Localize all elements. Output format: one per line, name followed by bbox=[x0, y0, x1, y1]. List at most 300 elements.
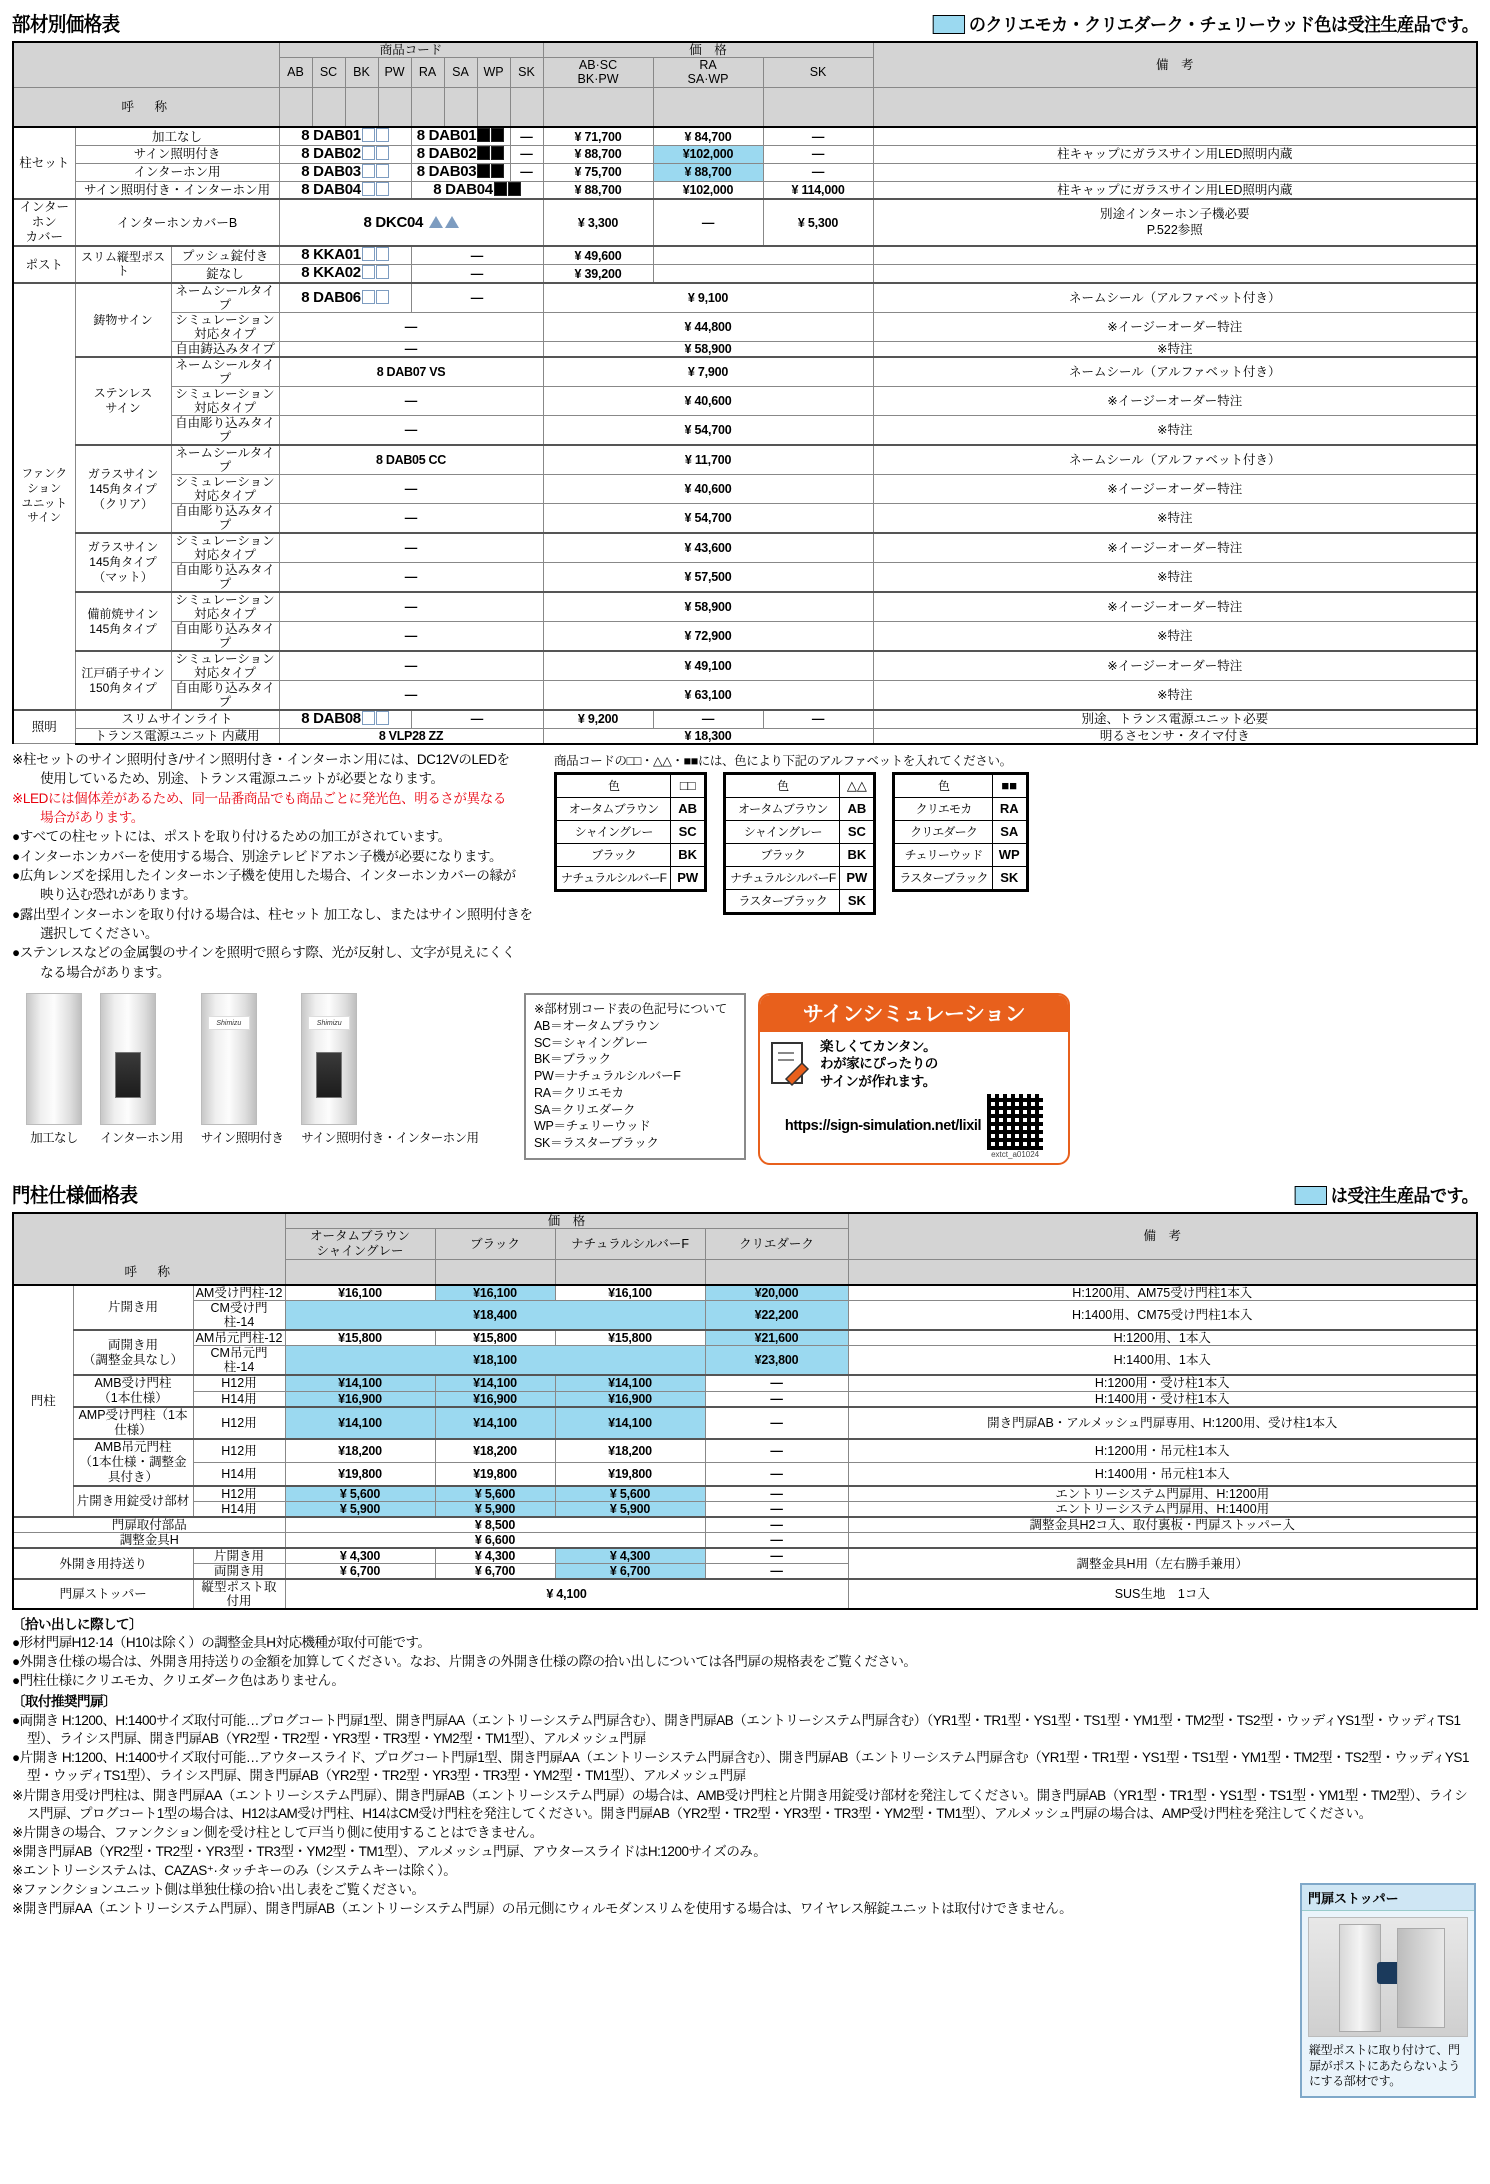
table-row bbox=[13, 1517, 1477, 1533]
code-legend-line: WP＝チェリーウッド bbox=[534, 1119, 651, 1134]
table-row bbox=[13, 199, 1477, 246]
price-3: ¥16,100 bbox=[555, 1285, 705, 1301]
row-name: ネームシールタイプ bbox=[171, 283, 279, 313]
table-row bbox=[13, 681, 1477, 711]
price-4: ¥22,200 bbox=[705, 1301, 848, 1331]
gate-post-price-table bbox=[12, 1212, 1478, 1610]
note-line: ●すべての柱セットには、ポストを取り付けるための加工がされています。 bbox=[12, 829, 451, 845]
price-3: ¥18,200 bbox=[555, 1439, 705, 1463]
code-legend-box bbox=[524, 993, 746, 1160]
row-name: CM吊元門柱-14 bbox=[193, 1346, 285, 1376]
stopper-title: 門扉ストッパー bbox=[1302, 1885, 1474, 1911]
row-name: H14用 bbox=[193, 1391, 285, 1407]
color-code: AB bbox=[671, 797, 705, 820]
stopper-text: 縦型ポストに取り付けて、門扉がポストにあたらないようにする部材です。 bbox=[1309, 2043, 1460, 2089]
table-row bbox=[13, 1346, 1477, 1376]
row-remarks: H:1400用、CM75受け門柱1本入 bbox=[848, 1301, 1477, 1331]
color-code: SC bbox=[840, 820, 874, 843]
color-row bbox=[726, 820, 874, 843]
row-name: CM受け門柱-14 bbox=[193, 1301, 285, 1331]
row-remarks: ※特注 bbox=[873, 504, 1477, 534]
row-subgroup: AMP受け門柱（1本仕様） bbox=[73, 1407, 193, 1439]
row-name: 自由彫り込みタイプ bbox=[171, 563, 279, 593]
color-row bbox=[895, 797, 1026, 820]
price-1: ¥ 7,900 bbox=[543, 357, 873, 387]
code-black: 8 DAB02 bbox=[411, 146, 510, 164]
color-row bbox=[895, 866, 1026, 889]
th-code-SC: SC bbox=[312, 58, 345, 88]
code-full: 8 DAB07 VS bbox=[279, 357, 543, 387]
th-code-SA: SA bbox=[444, 58, 477, 88]
code-white: 8 DAB04 bbox=[279, 181, 411, 199]
tail-line: ●両開き H:1200、H:1400サイズ取付可能…プログコート門扉1型、開き門扉AA（エントリーシステム門扉含む）、開き門扉AB（エントリーシステム門扉含む）（YR1型・TR1型・YS1型・TS1型・YM1型・TM2型・TS2型・ウッディYS1型・ウッディTS1型）、ライシス門扉、開き門扉AB（YR2型・TR2型・YR3型・TR3型・YM2型・TM1型）、アルメッシュ門扉 bbox=[12, 1712, 1461, 1746]
color-row bbox=[726, 866, 874, 889]
row-subgroup: 備前焼サイン 145角タイプ bbox=[75, 592, 171, 651]
row-remarks: ※イージーオーダー特注 bbox=[873, 533, 1477, 563]
color-name: ラスターブラック bbox=[726, 889, 840, 912]
clr-symbol: △△ bbox=[840, 774, 874, 797]
row-subgroup: 外開き用持送り bbox=[13, 1548, 193, 1579]
tail1-list bbox=[12, 1634, 1478, 1690]
price-2: ¥18,200 bbox=[435, 1439, 555, 1463]
color-code: RA bbox=[992, 797, 1026, 820]
row-name: トランス電源ユニット 内蔵用 bbox=[75, 728, 279, 744]
intercom-unit bbox=[316, 1052, 342, 1098]
price-1: ¥ 4,300 bbox=[285, 1548, 435, 1564]
sign-pen-icon bbox=[766, 1036, 814, 1092]
color-name: チェリーウッド bbox=[895, 843, 992, 866]
section1-header bbox=[12, 8, 1478, 37]
code-dash bbox=[411, 265, 543, 283]
row-name: シミュレーション対応タイプ bbox=[171, 387, 279, 416]
post-image bbox=[201, 993, 257, 1125]
th-price-col-2: SK bbox=[763, 58, 873, 88]
code-black: 8 DAB03 bbox=[411, 163, 510, 181]
th2-col-3: クリエダーク bbox=[705, 1229, 848, 1260]
qr-caption: extct_a01024 bbox=[991, 1150, 1040, 1160]
sign-plate: Shimizu bbox=[208, 1016, 250, 1030]
table-row bbox=[13, 416, 1477, 446]
row-remarks: ※イージーオーダー特注 bbox=[873, 387, 1477, 416]
note-line: ●広角レンズを採用したインターホン子機を使用した場合、インターホンカバーの縁が bbox=[12, 867, 516, 883]
price-1: ¥16,100 bbox=[285, 1285, 435, 1301]
price-4 bbox=[705, 1533, 848, 1549]
group-label: 照明 bbox=[13, 710, 75, 744]
blue-swatch-icon bbox=[932, 15, 964, 34]
intercom-unit bbox=[115, 1052, 141, 1098]
color-name: オータムブラウン bbox=[557, 797, 671, 820]
row-remarks: ※特注 bbox=[873, 681, 1477, 711]
code-legend-line: SK＝ラスターブラック bbox=[534, 1136, 659, 1151]
tail-line: ●門柱仕様にクリエモカ、クリエダーク色はありません。 bbox=[12, 1673, 345, 1689]
clr-symbol: ■■ bbox=[992, 774, 1026, 797]
table-row bbox=[13, 563, 1477, 593]
price-1: ¥19,800 bbox=[285, 1463, 435, 1487]
table-row bbox=[13, 1301, 1477, 1331]
code-full bbox=[279, 681, 543, 711]
clr-head: 色 bbox=[726, 774, 840, 797]
sign-plate: Shimizu bbox=[308, 1016, 350, 1030]
price-1: ¥ 3,300 bbox=[543, 199, 653, 246]
price-empty bbox=[653, 246, 873, 264]
color-code: SA bbox=[992, 820, 1026, 843]
clr-head: 色 bbox=[557, 774, 671, 797]
table-row bbox=[13, 651, 1477, 681]
row-remarks: 明るさセンサ・タイマ付き bbox=[873, 728, 1477, 744]
row-remarks: ネームシール（アルファベット付き） bbox=[873, 445, 1477, 475]
photo-caption: 加工なし bbox=[30, 1131, 78, 1146]
table-row bbox=[13, 357, 1477, 387]
tail2-list bbox=[12, 1712, 1478, 1785]
code-legend-line: ※部材別コード表の色記号について bbox=[534, 1002, 727, 1017]
price-1: ¥14,100 bbox=[285, 1375, 435, 1391]
table-row bbox=[13, 127, 1477, 145]
color-code: WP bbox=[992, 843, 1026, 866]
color-code-block bbox=[554, 751, 1478, 983]
row-remarks: ※特注 bbox=[873, 622, 1477, 652]
section2-title: 門柱仕様価格表 bbox=[12, 1185, 138, 1208]
row-remarks: H:1200用・受け柱1本入 bbox=[848, 1375, 1477, 1391]
color-name: クリエダーク bbox=[895, 820, 992, 843]
note-line: 映り込む恐れがあります。 bbox=[27, 887, 197, 903]
price-1: ¥ 5,600 bbox=[285, 1486, 435, 1502]
price-2: ¥ 84,700 bbox=[653, 127, 763, 145]
note-line: 使用しているため、別途、トランス電源ユニットが必要となります。 bbox=[27, 771, 444, 787]
blue-swatch-icon-2 bbox=[1294, 1186, 1326, 1205]
photos-legend-sim-row bbox=[12, 993, 1478, 1165]
price-3: ¥ 5,600 bbox=[555, 1486, 705, 1502]
tail1-title: 〔拾い出しに際して〕 bbox=[12, 1617, 142, 1633]
row-name: AM受け門柱-12 bbox=[193, 1285, 285, 1301]
row-remarks: SUS生地 1コ入 bbox=[848, 1579, 1477, 1609]
price-2 bbox=[653, 710, 763, 728]
row-remarks: 開き門扉AB・アルメッシュ門扉専用、H:1200用、受け柱1本入 bbox=[848, 1407, 1477, 1439]
color-intro-text: 商品コードの□□・△△・■■には、色により下記のアルファベットを入れてください。 bbox=[554, 753, 1012, 768]
row-subgroup: 片開き用 bbox=[73, 1285, 193, 1330]
table-row bbox=[13, 533, 1477, 563]
price-2: ¥ 4,300 bbox=[435, 1548, 555, 1564]
note-line: 選択してください。 bbox=[27, 926, 158, 942]
price-4 bbox=[705, 1463, 848, 1487]
row-remarks: 柱キャップにガラスサイン用LED照明内蔵 bbox=[873, 181, 1477, 199]
gate-stopper-callout bbox=[1300, 1883, 1476, 2098]
table2-head bbox=[13, 1213, 1477, 1285]
th-code-PW: PW bbox=[378, 58, 411, 88]
post-image bbox=[301, 993, 357, 1125]
sim-line: サインが作れます。 bbox=[820, 1073, 936, 1089]
th-price-col-0: AB·SC BK·PW bbox=[543, 58, 653, 88]
row-subgroup: AMB受け門柱 （1本仕様） bbox=[73, 1375, 193, 1407]
note-line: ●露出型インターホンを取り付ける場合は、柱セット 加工なし、またはサイン照明付きを bbox=[12, 906, 533, 922]
color-name: オータムブラウン bbox=[726, 797, 840, 820]
row-name: サイン照明付き bbox=[75, 146, 279, 164]
row-remarks bbox=[873, 163, 1477, 181]
price-2: ¥ 88,700 bbox=[653, 163, 763, 181]
row-remarks: エントリーシステム門扉用、H:1200用 bbox=[848, 1486, 1477, 1502]
row-remarks: H:1400用、1本入 bbox=[848, 1346, 1477, 1376]
price-2: ¥ 6,700 bbox=[435, 1564, 555, 1580]
code-white: 8 DAB06 bbox=[279, 283, 411, 313]
price-list-page bbox=[0, 8, 1490, 2184]
color-table-1 bbox=[723, 772, 876, 915]
th-code-BK: BK bbox=[345, 58, 378, 88]
table-row bbox=[13, 1439, 1477, 1463]
color-code: SK bbox=[992, 866, 1026, 889]
price-1: ¥ 39,200 bbox=[543, 265, 653, 283]
th2-name: 呼 称 bbox=[13, 1259, 285, 1285]
price-merged: ¥18,400 bbox=[285, 1301, 705, 1331]
code-white: 8 DAB01 bbox=[279, 127, 411, 145]
row-name: H12用 bbox=[193, 1439, 285, 1463]
code-white: 8 DAB02 bbox=[279, 146, 411, 164]
row-remarks: H:1200用・吊元柱1本入 bbox=[848, 1439, 1477, 1463]
table-row bbox=[13, 1502, 1477, 1518]
price-1: ¥ 18,300 bbox=[543, 728, 873, 744]
price-1: ¥ 54,700 bbox=[543, 504, 873, 534]
row-name: 自由彫り込みタイプ bbox=[171, 622, 279, 652]
row-name: 調整金具H bbox=[13, 1533, 285, 1549]
row-name: 自由彫り込みタイプ bbox=[171, 504, 279, 534]
code-full bbox=[279, 592, 543, 622]
price-3: ¥ 114,000 bbox=[763, 181, 873, 199]
price-4 bbox=[705, 1486, 848, 1502]
table-row bbox=[13, 1330, 1477, 1346]
table-row bbox=[13, 1463, 1477, 1487]
code-full bbox=[279, 387, 543, 416]
row-remarks: ※特注 bbox=[873, 563, 1477, 593]
th2-col-0: オータムブラウン シャイングレー bbox=[285, 1229, 435, 1260]
price-3: ¥ 5,900 bbox=[555, 1502, 705, 1518]
code-full bbox=[279, 416, 543, 446]
table-row bbox=[13, 622, 1477, 652]
color-name: ナチュラルシルバーF bbox=[557, 866, 671, 889]
group-label: 門柱 bbox=[13, 1285, 73, 1517]
row-subgroup: 両開き用 （調整金具なし） bbox=[73, 1330, 193, 1375]
th-price-col-1: RA SA·WP bbox=[653, 58, 763, 88]
tail-line: ※ファンクションユニット側は単独仕様の拾い出し表をご覧ください。 bbox=[12, 1882, 425, 1898]
group-label: ファンクション ユニット サイン bbox=[13, 283, 75, 710]
row-name: 片開き用 bbox=[193, 1548, 285, 1564]
note-line: 場合があります。 bbox=[27, 809, 144, 825]
table-row bbox=[13, 181, 1477, 199]
row-name: 加工なし bbox=[75, 127, 279, 145]
row-name: シミュレーション対応タイプ bbox=[171, 475, 279, 504]
code-sk bbox=[510, 163, 543, 181]
price-merged: ¥ 6,600 bbox=[285, 1533, 705, 1549]
price-3 bbox=[763, 163, 873, 181]
price-3 bbox=[763, 146, 873, 164]
row-name: シミュレーション対応タイプ bbox=[171, 533, 279, 563]
color-name: シャイングレー bbox=[557, 820, 671, 843]
product-photo bbox=[100, 993, 183, 1146]
row-name: 自由彫り込みタイプ bbox=[171, 681, 279, 711]
color-row bbox=[557, 820, 705, 843]
code-dash bbox=[411, 283, 543, 313]
price-merged: ¥18,100 bbox=[285, 1346, 705, 1376]
row-name: スリムサインライト bbox=[75, 710, 279, 728]
price-1: ¥ 40,600 bbox=[543, 387, 873, 416]
price-1: ¥ 44,800 bbox=[543, 313, 873, 342]
price-2 bbox=[653, 199, 763, 246]
table-row bbox=[13, 387, 1477, 416]
table-row bbox=[13, 1533, 1477, 1549]
row-name: シミュレーション対応タイプ bbox=[171, 592, 279, 622]
table-row bbox=[13, 1285, 1477, 1301]
group-label: インターホン カバー bbox=[13, 199, 75, 246]
code-legend-line: AB＝オータムブラウン bbox=[534, 1018, 660, 1033]
code-white: 8 DAB08 bbox=[279, 710, 411, 728]
note-line: ●ステンレスなどの金属製のサインを照明で照らす際、光が反射し、文字が見えにくく bbox=[12, 945, 515, 961]
price-1: ¥ 58,900 bbox=[543, 342, 873, 358]
row-remarks: ※イージーオーダー特注 bbox=[873, 651, 1477, 681]
post-image bbox=[26, 993, 82, 1125]
color-code: BK bbox=[671, 843, 705, 866]
row-name: AM吊元門柱-12 bbox=[193, 1330, 285, 1346]
code-sk bbox=[510, 146, 543, 164]
section1-note bbox=[932, 11, 1478, 37]
group-label: ポスト bbox=[13, 246, 75, 283]
row-remarks: ※イージーオーダー特注 bbox=[873, 592, 1477, 622]
row-name: 自由鋳込みタイプ bbox=[171, 342, 279, 358]
notes-block bbox=[12, 751, 544, 983]
section1-note-text: のクリエモカ・クリエダーク・チェリーウッド色は受注生産品です。 bbox=[968, 15, 1478, 35]
row-name: 門扉取付部品 bbox=[13, 1517, 285, 1533]
table-row bbox=[13, 504, 1477, 534]
row-name: 両開き用 bbox=[193, 1564, 285, 1580]
price-2: ¥102,000 bbox=[653, 146, 763, 164]
code-sk bbox=[510, 127, 543, 145]
table-row bbox=[13, 592, 1477, 622]
th-price: 価 格 bbox=[543, 42, 873, 58]
note-line: ※柱セットのサイン照明付き/サイン照明付き・インターホン用には、DC12VのLEDを bbox=[12, 751, 510, 767]
code-black: 8 DAB04 bbox=[411, 181, 543, 199]
color-row bbox=[557, 843, 705, 866]
price-1: ¥ 88,700 bbox=[543, 146, 653, 164]
row-subgroup: スリム縦型ポスト bbox=[75, 246, 171, 283]
price-3 bbox=[763, 127, 873, 145]
color-table-2 bbox=[892, 772, 1028, 892]
product-photo bbox=[26, 993, 82, 1146]
color-row bbox=[895, 843, 1026, 866]
table-row bbox=[13, 146, 1477, 164]
th2-price: 価 格 bbox=[285, 1213, 848, 1229]
color-name: ブラック bbox=[726, 843, 840, 866]
product-photo bbox=[201, 993, 283, 1146]
price-4 bbox=[705, 1548, 848, 1564]
row-name: ネームシールタイプ bbox=[171, 357, 279, 387]
price-4: ¥21,600 bbox=[705, 1330, 848, 1346]
row-remarks: 別途インターホン子機必要 P.522参照 bbox=[873, 199, 1477, 246]
row-remarks: H:1200用、1本入 bbox=[848, 1330, 1477, 1346]
row-remarks: 柱キャップにガラスサイン用LED照明内蔵 bbox=[873, 146, 1477, 164]
tail-line: ※片開きの場合、ファンクション側を受け柱として戸当り側に使用することはできません。 bbox=[12, 1825, 543, 1840]
code-legend-line: PW＝ナチュラルシルバーF bbox=[534, 1069, 681, 1084]
row-name: ネームシールタイプ bbox=[171, 445, 279, 475]
table-row bbox=[13, 283, 1477, 313]
row-remarks: 別途、トランス電源ユニット必要 bbox=[873, 710, 1477, 728]
price-1: ¥ 40,600 bbox=[543, 475, 873, 504]
code-full bbox=[279, 651, 543, 681]
row-name: H12用 bbox=[193, 1486, 285, 1502]
table-row bbox=[13, 710, 1477, 728]
th-code-RA: RA bbox=[411, 58, 444, 88]
row-subgroup: 片開き用錠受け部材 bbox=[73, 1486, 193, 1517]
price-1: ¥ 57,500 bbox=[543, 563, 873, 593]
row-subgroup: ガラスサイン 145角タイプ （マット） bbox=[75, 533, 171, 592]
code-full bbox=[279, 622, 543, 652]
price-1: ¥ 63,100 bbox=[543, 681, 873, 711]
row-name: H12用 bbox=[193, 1375, 285, 1391]
row-remarks: ネームシール（アルファベット付き） bbox=[873, 283, 1477, 313]
code-white: 8 KKA02 bbox=[279, 265, 411, 283]
clr-head: 色 bbox=[895, 774, 992, 797]
parts-price-table bbox=[12, 41, 1478, 745]
price-1: ¥14,100 bbox=[285, 1407, 435, 1439]
price-1: ¥ 58,900 bbox=[543, 592, 873, 622]
color-row bbox=[726, 889, 874, 912]
price-3: ¥15,800 bbox=[555, 1330, 705, 1346]
sim-line: わが家にぴったりの bbox=[820, 1056, 938, 1072]
row-subgroup: ステンレス サイン bbox=[75, 357, 171, 445]
table-row bbox=[13, 1375, 1477, 1391]
code-dash bbox=[411, 710, 543, 728]
row-name: プッシュ錠付き bbox=[171, 246, 279, 264]
tail-line: ●外開き仕様の場合は、外開き用持送りの金額を加算してください。なお、片開きの外開き仕様の際の拾い出しについては各門扉の規格表をご覧ください。 bbox=[12, 1654, 917, 1670]
color-code: PW bbox=[671, 866, 705, 889]
price-2: ¥ 5,600 bbox=[435, 1486, 555, 1502]
row-remarks: H:1200用、AM75受け門柱1本入 bbox=[848, 1285, 1477, 1301]
th-remarks: 備 考 bbox=[873, 42, 1477, 87]
price-1: ¥ 43,600 bbox=[543, 533, 873, 563]
sim-url[interactable]: https://sign-simulation.net/lixil bbox=[784, 1117, 982, 1134]
color-row bbox=[726, 797, 874, 820]
color-row bbox=[557, 797, 705, 820]
photo-caption: サイン照明付き・インターホン用 bbox=[301, 1131, 479, 1146]
price-3: ¥19,800 bbox=[555, 1463, 705, 1487]
price-2: ¥ 5,900 bbox=[435, 1502, 555, 1518]
sign-simulation-banner[interactable] bbox=[758, 993, 1070, 1165]
row-subgroup: ガラスサイン 145角タイプ （クリア） bbox=[75, 445, 171, 533]
price-3 bbox=[763, 710, 873, 728]
photo-caption: サイン照明付き bbox=[200, 1131, 284, 1146]
price-empty bbox=[653, 265, 873, 283]
th-code-AB: AB bbox=[279, 58, 312, 88]
product-photo-row bbox=[12, 993, 512, 1146]
code-white: 8 KKA01 bbox=[279, 246, 411, 264]
row-name: 縦型ポスト取付用 bbox=[193, 1579, 285, 1609]
tail-line: ※エントリーシステムは、CAZAS⁺·タッチキーのみ（システムキーは除く）。 bbox=[12, 1863, 457, 1879]
row-subgroup: AMB吊元門柱 （1本仕様・調整金具付き） bbox=[73, 1439, 193, 1486]
color-name: シャイングレー bbox=[726, 820, 840, 843]
row-subgroup: 鋳物サイン bbox=[75, 283, 171, 357]
code-full: 8 VLP28 ZZ bbox=[279, 728, 543, 744]
code-full bbox=[279, 504, 543, 534]
note-line: なる場合があります。 bbox=[27, 964, 171, 980]
th-name: 呼 称 bbox=[13, 87, 279, 127]
row-remarks: 調整金具H用（左右勝手兼用） bbox=[848, 1548, 1477, 1579]
table-row bbox=[13, 265, 1477, 283]
price-1: ¥ 75,700 bbox=[543, 163, 653, 181]
table-row bbox=[13, 1486, 1477, 1502]
price-1: ¥ 49,100 bbox=[543, 651, 873, 681]
row-name: シミュレーション対応タイプ bbox=[171, 313, 279, 342]
stopper-photo bbox=[1308, 1917, 1468, 2037]
tail-notes-row bbox=[12, 1616, 1478, 1919]
code-legend-line: BK＝ブラック bbox=[534, 1052, 611, 1067]
color-code: SK bbox=[840, 889, 874, 912]
price-1: ¥16,900 bbox=[285, 1391, 435, 1407]
row-remarks: ※イージーオーダー特注 bbox=[873, 475, 1477, 504]
